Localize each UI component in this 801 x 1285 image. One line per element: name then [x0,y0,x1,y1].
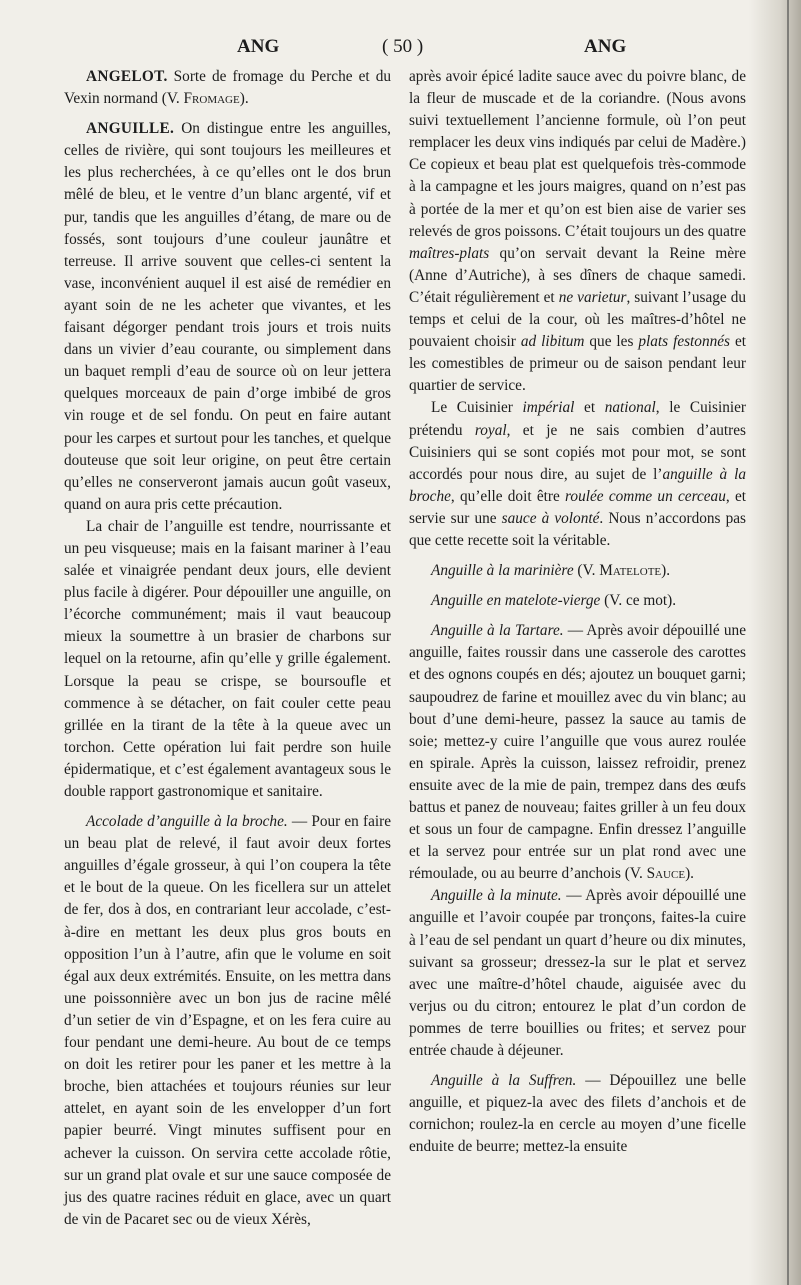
recipe-matelote-vierge: Anguille en matelote-vierge (V. ce mot). [431,592,677,610]
paragraph-cuisinier: Le Cuisinier impérial et national, le Cuisinier prétendu royal, et je ne sais combien d’autres Cuisiniers qui se sont copiés mot pour mot, se sont accordés pour nous dire, au sujet de l’anguille à la broche, qu’elle doit être roulée comme un cerceau, et servie sur une sauce à volonté. Nous n’accordons pas que cette recette soit la véritable. [409,399,747,549]
page-number: ( 50 ) [382,36,424,57]
cross-reference: V. Matelote [582,562,662,580]
paragraph-continuation: après avoir épicé ladite sauce avec du poivre blanc, de la fleur de muscade et de la coriandre. (Nous avons suivi textuellement l’ancienne formule, où l’on peut remplacer les deux vins indiqués par celui de Madère.) Ce copieux et beau plat est quelquefois très-commode à la campagne et les jours maigres, quand on n’est pas à portée de la mer et qu’on est bien aise de varier ses relevés de gros poissons. C’était toujours un des quatre maîtres-plats qu’on servait devant la Reine mère (Anne d’Autriche), à ses dîners de chaque samedi. C’était régulièrement et ne varietur, suivant l’usage du temps et celui de la cour, où les maîtres-d’hôtel ne pouvaient choisir ad libitum que les plats festonnés et les comestibles de primeur ou de saison pendant leur quartier de service. [409,68,747,395]
right-column [409,66,746,1159]
cross-reference: V. Sauce [629,865,686,883]
paragraph: La chair de l’anguille est tendre, nourrissante et un peu visqueuse; mais en la faisant mariner à l’eau salée et vinaigrée pendant deux jours, elle devient plus facile à digérer. Pour dépouiller une anguille, on l’écorche communément; mais il vaut beaucoup mieux la soumettre à un brasier de charbons sur lequel on la retourne, afin qu’elle y grille également. Lorsque la peau se crispe, se boursoufle et commence à se détacher, on fait couler cette peau grillée en la tirant de la tête à la queue avec un torchon. Cette opération lui fait perdre son huile épidermatique, et c’est également avantageux sous le double rapport gastronomique et sanitaire. [64,517,391,800]
recipe-title: Anguille à la marinière [431,562,574,580]
recipe-title: Anguille à la Tartare. [431,622,564,640]
recipe-minute: Anguille à la minute. — Après avoir dépouillé une anguille et l’avoir coupée par tronçons, faites-la cuire à l’eau de sel pendant un quart d’heure ou dix minutes, suivant sa grosseur; dressez-la sur le plat et servez avec une maître-d’hôtel chaude, aiguisée avec du verjus ou du citron; entourez le plat d’un cordon de pommes de terre bouillies ou frites; et servez pour entrée chaude à déjeuner. [409,887,746,1060]
recipe-suffren: Anguille à la Suffren. — Dépouillez une belle anguille, et piquez-la avec des filets d’anchois et de cornichon; roulez-la en cercle au moyen d’une ficelle enduite de beurre; mettez-la ensuite [409,1072,746,1156]
entry-angelot: ANGELOT. Sorte de fromage du Perche et du Vexin normand (V. Fromage). [64,68,391,108]
running-head-right: ANG [584,36,627,57]
running-head-left: ANG [237,36,280,57]
recipe-title: Anguille à la minute. [431,887,562,905]
page-edge [787,0,789,1285]
recipe-tartare: Anguille à la Tartare. — Après avoir dépouillé une anguille, faites roussir dans une casserole des carottes et des ognons coupés en dés; ajoutez un bouquet garni; saupoudrez de farine et mouillez avec du vin blanc; au bout d’une demi-heure, passez la sauce au tamis de soie; mettez-y cuire l’anguille que vous aurez roulée en spirale. Après la cuisson, laissez refroidir, prenez ensuite avec de la mie de pain, trempez dans des œufs battus et panez de nouveau; faites griller à un feu doux et sous un four de campagne. Enfin dressez l’anguille et la servez pour entrée sur un plat rond avec une rémoulade, ou au beurre d’anchois (V. Sauce). [409,622,746,883]
entry-headword: ANGUILLE. [86,120,175,138]
entry-headword: ANGELOT. [86,68,168,85]
cross-reference: V. Fromage [166,90,240,108]
left-column [64,66,391,1231]
recipe-title: Accolade d’anguille à la broche. [86,813,288,831]
recipe-title: Anguille à la Suffren. [431,1072,577,1090]
recipe-title: Anguille en matelote-vierge [431,592,601,610]
entry-anguille: ANGUILLE. On distingue entre les anguilles, celles de rivière, qui sont toujours les meilleures et les plus recherchées, à ce qu’elles ont le dos brun mêlé de bleu, et le ventre d’un blanc argenté, vif et pur, tandis que les anguilles d’étang, de mare ou de fossés, sont toujours d’une couleur jaunâtre et terreuse. Il arrive souvent que celles-ci sentent la vase, inconvénient auquel il est aisé de remédier en ayant soin de ne les acheter que vivantes, et les faisant dégorger pendant trois jours et trois nuits dans un vivier d’eau courante, ou simplement dans un baquet rempli d’eau de source où on leur jettera quelques morceaux de pain d’orge imbibé de gros vin rouge et de sel fondu. On peut en faire autant pour les carpes et surtout pour les tanches, et quelque douteuse que soit leur origine, on peut être certain qu’elles ne conserveront jamais aucun goût vaseux, quand on aura pris cette précaution. [64,120,391,513]
running-head [237,36,627,60]
binding-shadow [749,0,801,1285]
recipe-accolade: Accolade d’anguille à la broche. — Pour en faire un beau plat de relevé, il faut avoir deux fortes anguilles d’égale grosseur, à qui l’on coupera la tête et le bout de la queue. On les ficellera sur un attelet de fer, dos à dos, en contrariant leur accolade, c’est-à-dire en mettant les deux plus gros bouts en opposition l’un à l’autre, afin que le volume en soit égal aux deux extrémités. Ensuite, on les mettra dans une poissonnière avec un bon jus de racine mêlé d’un setier de vin d’Espagne, et on les fera cuire au four pendant une demi-heure. Au bout de ce temps on doit les retirer pour les paner et les mettre à la broche, bien attachées et toujours réunies sur leur attelet, en ayant soin de les envelopper d’un fort papier beurré. Vingt minutes suffisent pour en achever la cuisson. On servira cette accolade rôtie, sur un grand plat ovale et sur une sauce composée de jus des quatre racines réduit en glace, avec un quart de vin de Pacaret sec ou de vieux Xérès, [64,813,391,1228]
recipe-mariniere: Anguille à la marinière (V. Matelote). [431,562,671,580]
